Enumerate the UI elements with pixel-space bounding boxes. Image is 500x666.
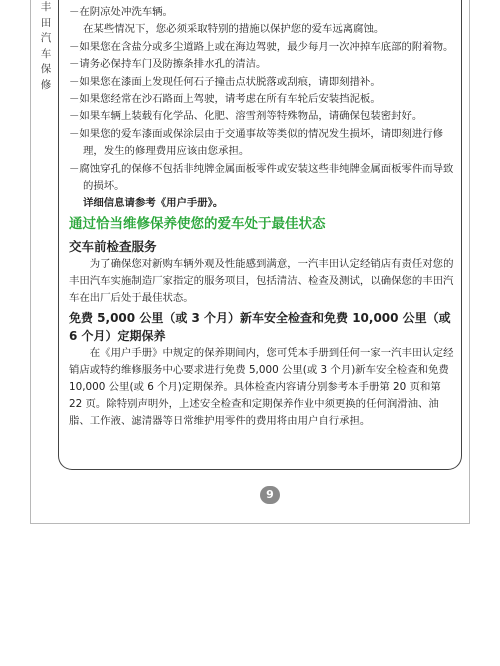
sidebar-char: 汽 <box>40 32 52 45</box>
list-item: －腐蚀穿孔的保修不包括非纯牌金属面板零件或安装这些非纯牌金属面板零件而导致的损坏。 <box>69 162 454 193</box>
sidebar-char: 车 <box>40 47 52 60</box>
free-service-body: 在《用户手册》中规定的保养期间内，您可凭本手册到任何一家一汽丰田认定经销店或特约维修服务中心要求进行免费 5,000 公里(或 3 个月)新车安全检查和免费 10,000 公里(或 6 个月)定期保养。具体检查内容请分别参考本手册第 20 页和第 22 页。除特别声明外，上述安全检查和定期保养作业中须更换的任何润滑油、油脂、工作液、滤清器等日常维护用零件的费用将由用户自行承担。 <box>69 346 454 427</box>
sidebar-title <box>38 0 54 94</box>
sidebar-char: 修 <box>40 78 52 91</box>
pre-delivery-title: 交车前检查服务 <box>69 238 157 254</box>
list-item: －如果您在含盐分或多尘道路上或在海边驾驶，最少每月一次冲掉车底部的附着物。 <box>69 40 454 53</box>
document-body <box>69 4 454 430</box>
list-item: －如果您的爱车漆面或保涂层由于交通事故等类似的情况发生损坏，请即刻进行修理，发生的修理费用应该由您承担。 <box>69 127 444 158</box>
list-item: －如果车辆上装载有化学品、化肥、溶雪剂等特殊物品，请确保包装密封好。 <box>69 110 423 123</box>
sidebar-char: 保 <box>40 63 52 76</box>
list-item: －如果您在漆面上发现任何石子撞击点状脱落或刮痕，请即刻措补。 <box>69 75 381 88</box>
list-item: －如果您经常在沙石路面上驾驶，请考虑在所有车轮后安装挡泥板。 <box>69 93 381 106</box>
list-item: 在某些情况下，您必须采取特别的措施以保护您的爱车远离腐蚀。 <box>83 23 385 36</box>
sidebar-char: 田 <box>40 16 52 29</box>
pre-delivery-body: 为了确保您对新购车辆外观及性能感到满意，一汽丰田认定经销店有责任对您的丰田汽车实施制造厂家指定的服务项目，包括清洁、检查及测试，以确保您的丰田汽车在出厂后处于最佳状态。 <box>69 257 454 304</box>
section-heading: 通过恰当维修保养使您的爱车处于最佳状态 <box>69 215 326 232</box>
manual-reference: 详细信息请参考《用户手册》。 <box>83 197 224 210</box>
list-item: －请务必保持车门及防擦条排水孔的清洁。 <box>69 58 267 71</box>
sidebar-char: 丰 <box>40 1 52 13</box>
list-item: －在阴凉处冲洗车辆。 <box>69 6 173 18</box>
free-service-title: 免费 5,000 公里（或 3 个月）新车安全检查和免费 10,000 公里（或 6 个月）定期保养 <box>69 310 451 343</box>
page-number-badge: 9 <box>260 486 280 504</box>
